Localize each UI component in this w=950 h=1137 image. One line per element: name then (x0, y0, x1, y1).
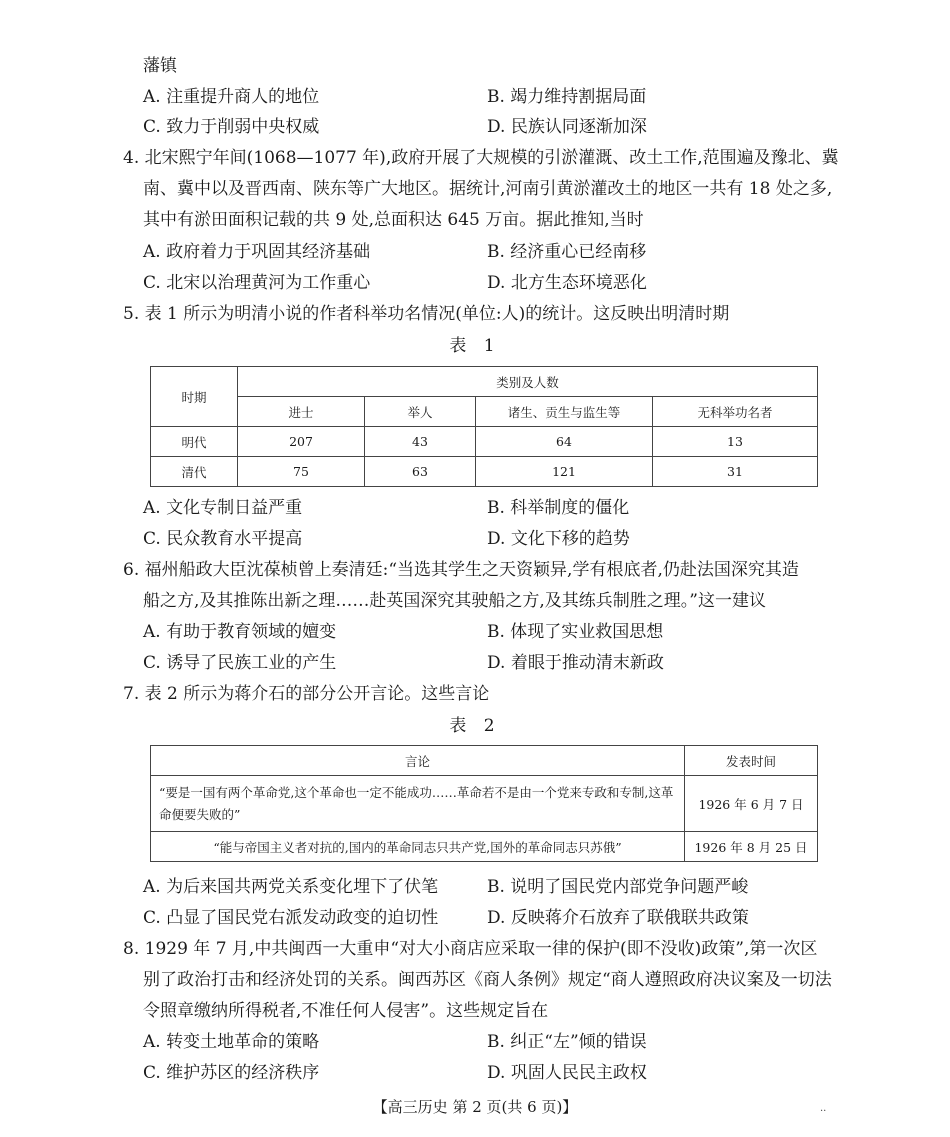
column-header: 诸生、贡生与监生等 (476, 397, 653, 427)
q7-option-c: C. 凸显了国民党右派发动政变的迫切性 (143, 908, 439, 928)
q8-option-a: A. 转变土地革命的策略 (143, 1032, 320, 1052)
table-row (151, 776, 818, 832)
value-cell: 63 (365, 457, 476, 487)
q6-line-2: 船之方,及其推陈出新之理……赴英国深究其驶船之方,及其练兵制胜之理。”这一建议 (143, 591, 766, 611)
q8-line-3: 令照章缴纳所得税者,不准任何人侵害”。这些规定旨在 (143, 1001, 549, 1021)
q6-option-a: A. 有助于教育领域的嬗变 (143, 622, 337, 642)
corner-mark: .. (820, 1103, 827, 1114)
value-cell: 31 (653, 457, 818, 487)
q6-option-d: D. 着眼于推动清末新政 (487, 653, 664, 673)
table-row (151, 457, 818, 487)
q4-line-2: 南、冀中以及晋西南、陕东等广大地区。据统计,河南引黄淤灌改土的地区一共有 18 处之多, (143, 179, 833, 199)
option-c: C. 致力于削弱中央权威 (143, 117, 320, 137)
q5-option-b: B. 科举制度的僵化 (487, 498, 630, 518)
column-header: 举人 (365, 397, 476, 427)
value-cell: 121 (476, 457, 653, 487)
q7-stem: 7. 表 2 所示为蒋介石的部分公开言论。这些言论 (123, 684, 490, 704)
q5-option-d: D. 文化下移的趋势 (487, 529, 630, 549)
q5-stem: 5. 表 1 所示为明清小说的作者科举功名情况(单位:人)的统计。这反映出明清时期 (123, 304, 730, 324)
q8-option-d: D. 巩固人民民主政权 (487, 1063, 647, 1083)
value-cell: 207 (238, 427, 365, 457)
q7-option-b: B. 说明了国民党内部党争问题严峻 (487, 877, 749, 897)
value-cell: 43 (365, 427, 476, 457)
group-header: 类别及人数 (238, 367, 818, 397)
q4-option-a: A. 政府着力于巩固其经济基础 (143, 242, 371, 262)
q4-option-d: D. 北方生态环境恶化 (487, 273, 647, 293)
period-cell: 清代 (151, 457, 238, 487)
q6-option-c: C. 诱导了民族工业的产生 (143, 653, 337, 673)
q4-line-1: 4. 北宋熙宁年间(1068—1077 年),政府开展了大规模的引淤灌溉、改土工作,范围遍及豫北、冀 (123, 148, 839, 168)
table-1-caption: 表 1 (449, 336, 501, 356)
q8-line-2: 别了政治打击和经济处罚的关系。闽西苏区《商人条例》规定“商人遵照政府决议案及一切法 (143, 970, 832, 990)
date-cell: 1926 年 8 月 25 日 (685, 832, 818, 862)
table-1 (150, 366, 818, 487)
q8-line-1: 8. 1929 年 7 月,中共闽西一大重申“对大小商店应采取一律的保护(即不没收)政策”,第一次区 (123, 939, 818, 959)
column-header: 无科举功名者 (653, 397, 818, 427)
table-row (151, 832, 818, 862)
q4-option-b: B. 经济重心已经南移 (487, 242, 647, 262)
q8-option-b: B. 纠正“左”倾的错误 (487, 1032, 647, 1052)
column-header: 进士 (238, 397, 365, 427)
option-b: B. 竭力维持割据局面 (487, 87, 647, 107)
q6-line-1: 6. 福州船政大臣沈葆桢曾上奏清廷:“当选其学生之天资颖异,学有根底者,仍赴法国深究其造 (123, 560, 799, 580)
table-2 (150, 745, 818, 862)
q5-option-c: C. 民众教育水平提高 (143, 529, 303, 549)
period-header: 时期 (151, 367, 238, 427)
table-2-caption: 表 2 (449, 716, 501, 736)
table-row (151, 427, 818, 457)
q7-option-d: D. 反映蒋介石放弃了联俄联共政策 (487, 908, 749, 928)
date-cell: 1926 年 6 月 7 日 (685, 776, 818, 832)
q4-option-c: C. 北宋以治理黄河为工作重心 (143, 273, 371, 293)
value-cell: 13 (653, 427, 818, 457)
q4-line-3: 其中有淤田面积记载的共 9 处,总面积达 645 万亩。据此推知,当时 (143, 210, 644, 230)
page-footer: 【高三历史 第 2 页(共 6 页)】 (372, 1098, 578, 1116)
quote-cell: “要是一国有两个革命党,这个革命也一定不能成功……革命若不是由一个党来专政和专制,这革命便要失败的” (151, 776, 685, 832)
question-fragment: 藩镇 (143, 56, 177, 76)
option-d: D. 民族认同逐渐加深 (487, 117, 647, 137)
q6-option-b: B. 体现了实业救国思想 (487, 622, 664, 642)
column-header: 言论 (151, 746, 685, 776)
q7-option-a: A. 为后来国共两党关系变化埋下了伏笔 (143, 877, 439, 897)
period-cell: 明代 (151, 427, 238, 457)
column-header: 发表时间 (685, 746, 818, 776)
q5-option-a: A. 文化专制日益严重 (143, 498, 303, 518)
option-a: A. 注重提升商人的地位 (143, 87, 320, 107)
q8-option-c: C. 维护苏区的经济秩序 (143, 1063, 320, 1083)
value-cell: 75 (238, 457, 365, 487)
quote-cell: “能与帝国主义者对抗的,国内的革命同志只共产党,国外的革命同志只苏俄” (151, 832, 685, 862)
value-cell: 64 (476, 427, 653, 457)
